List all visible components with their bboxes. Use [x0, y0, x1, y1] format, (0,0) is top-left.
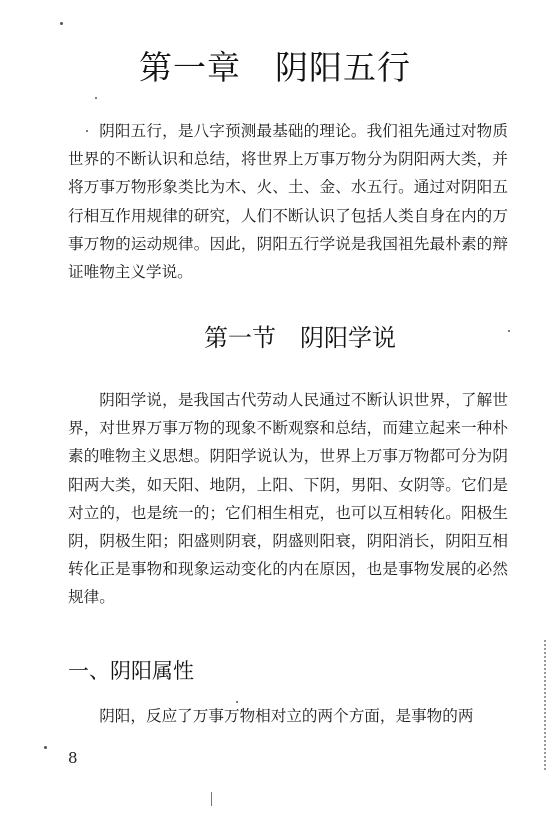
scan-edge-noise [542, 640, 546, 770]
subsection-title: 一、阴阳属性 [68, 659, 194, 683]
scan-speck [236, 701, 238, 703]
intro-paragraph: 阴阳五行，是八字预测最基础的理论。我们祖先通过对物质世界的不断认识和总结，将世界上万事万物分为阴阳两大类，并将万事万物形象类比为木、火、土、金、水五行。通过对阴阳五行相互作用规律的研究，人们不断认识了包括人类自身在内的万事万物的运动规律。因此，阴阳五行学说是我国祖先最朴素的辩证唯物主义学说。 [68, 122, 508, 282]
page-number: 8 [68, 749, 78, 767]
section-title: 第一节 阴阳学说 [204, 324, 396, 352]
scan-speck [508, 330, 510, 332]
scan-speck [60, 22, 63, 25]
chapter-title: 第一章 阴阳五行 [139, 48, 411, 87]
subsection-paragraph: 阴阳，反应了万事万物相对立的两个方面，是事物的两 [99, 707, 474, 725]
scan-speck [44, 746, 47, 749]
scan-speck [86, 130, 88, 132]
scan-crease-mark [211, 792, 212, 806]
scan-speck [95, 97, 97, 99]
section-paragraph: 阴阳学说，是我国古代劳动人民通过不断认识世界，了解世界，对世界万事万物的现象不断观察和总结，而建立起来一种朴素的唯物主义思想。阴阳学说认为，世界上万事万物都可分为阴阳两大类，如天阳、地阴，上阳、下阴，男阳、女阴等。它们是对立的，也是统一的；它们相生相克，也可以互相转化。阳极生阴，阴极生阳；阳盛则阴衰，阴盛则阳衰，阴阳消长，阴阳互相转化正是事物和现象运动变化的内在原因，也是事物发展的必然规律。 [68, 391, 508, 607]
